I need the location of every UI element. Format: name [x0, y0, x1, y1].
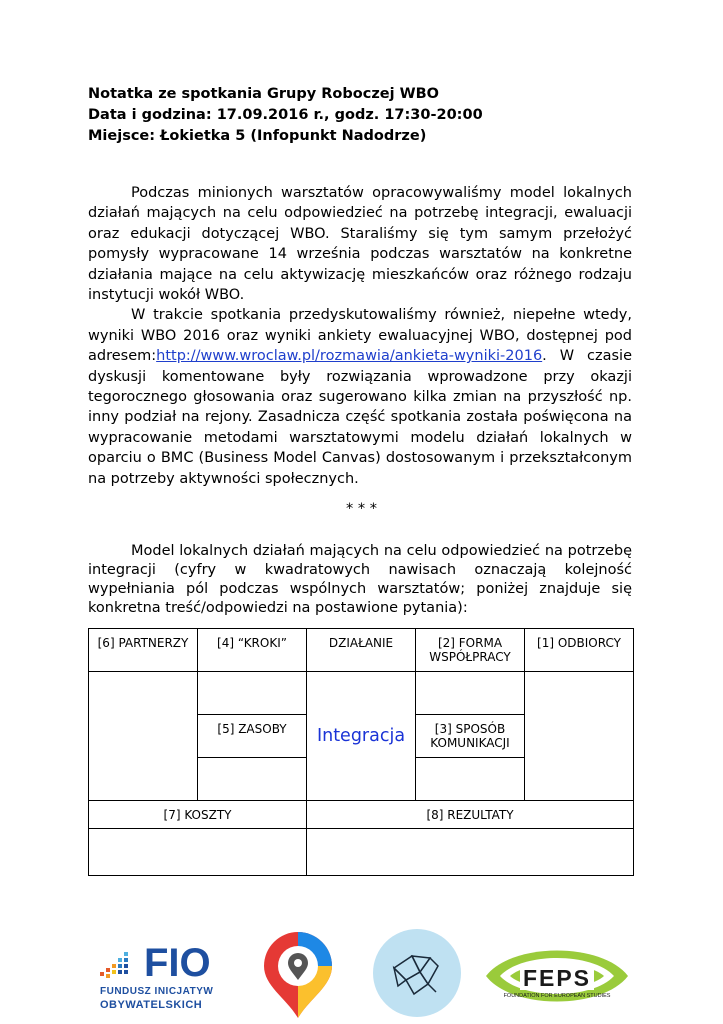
business-model-canvas — [88, 628, 634, 876]
costs-content — [88, 828, 307, 876]
partners-content — [88, 671, 198, 801]
steps-content — [197, 671, 307, 715]
feps-logo — [482, 938, 632, 1014]
fio-logo — [96, 938, 236, 1022]
fio-dots-icon — [100, 952, 128, 978]
steps-header: [4] “KROKI” — [197, 628, 307, 672]
cooperation-form-content — [415, 671, 525, 715]
paragraph-2-start: W trakcie spotkania przedyskutowaliśmy również, niepełne wtedy, wyniki WBO 2016 oraz wyniki ankiety ewaluacyjnej WBO, dostępnej pod adresem: — [88, 307, 632, 365]
note-title: Notatka ze spotkania Grupy Roboczej WBO — [88, 86, 439, 102]
meeting-place: Miejsce: Łokietka 5 (Infopunkt Nadodrze) — [88, 128, 427, 144]
results-header: [8] REZULTATY — [306, 800, 634, 829]
partners-header: [6] PARTNERZY — [88, 628, 198, 672]
resources-header: [5] ZASOBY — [197, 714, 307, 758]
location-pin-logo — [258, 928, 338, 1020]
fio-line-2: OBYWATELSKICH — [100, 999, 203, 1011]
recipients-content — [524, 671, 634, 801]
communication-content — [415, 757, 525, 801]
paragraph-1: Podczas minionych warsztatów opracowywaliśmy model lokalnych działań mających na celu odpowiedzieć na potrzebę integracji, ewaluacji oraz edukacji dotyczącej WBO. Staraliśmy się tym samym przełożyć pomysły wypracowane 14 września podczas warsztatów na konkretne działania mające na celu aktywizację mieszkańców oraz różnego rodzaju instytucji wokół WBO. — [88, 185, 632, 304]
body-section-1 — [88, 183, 632, 489]
fio-line-1: FUNDUSZ INICJATYW — [100, 986, 214, 997]
survey-results-link[interactable]: http://www.wroclaw.pl/rozmawia/ankieta-wyniki-2016 — [156, 348, 543, 365]
section-separator: * * * — [346, 501, 377, 517]
communication-header: [3] SPOSÓB KOMUNIKACJI — [415, 714, 525, 758]
feps-tagline: FOUNDATION FOR EUROPEAN STUDIES — [503, 993, 611, 999]
paragraph-2-end: . W czasie dyskusji komentowane były rozwiązania wprowadzone przy okazji tegorocznego głosowania oraz sugerowano kilka zmian na przyszłość np. inny podział na rejony. Zasadnicza część spotkania została poświęcona na wypracowanie metodami warsztatowymi modelu działań lokalnych w oparciu o BMC (Business Model Canvas) dostosowanym i przekształconym na potrzeby aktywności społecznych. — [88, 348, 632, 487]
integration-action: Integracja — [306, 671, 416, 801]
resources-content — [197, 757, 307, 801]
bird-logo — [372, 928, 462, 1018]
body-section-2 — [88, 542, 632, 618]
costs-header: [7] KOSZTY — [88, 800, 307, 829]
feps-wordmark: FEPS — [522, 965, 592, 991]
cooperation-form-header: [2] FORMA WSPÓŁPRACY — [415, 628, 525, 672]
meeting-date: Data i godzina: 17.09.2016 r., godz. 17:30-20:00 — [88, 107, 483, 123]
action-header: DZIAŁANIE — [306, 628, 416, 672]
results-content — [306, 828, 634, 876]
document-header — [88, 84, 483, 147]
paragraph-2 — [88, 305, 632, 489]
sponsor-logos — [0, 920, 723, 1020]
fio-wordmark: FIO — [144, 941, 211, 985]
paragraph-3: Model lokalnych działań mających na celu odpowiedzieć na potrzebę integracji (cyfry w kwadratowych nawisach oznaczają kolejność wypełniania pól podczas wspólnych warsztatów; poniżej znajduje się konkretna treść/odpowiedzi na postawione pytania): — [88, 543, 632, 616]
recipients-header: [1] ODBIORCY — [524, 628, 634, 672]
